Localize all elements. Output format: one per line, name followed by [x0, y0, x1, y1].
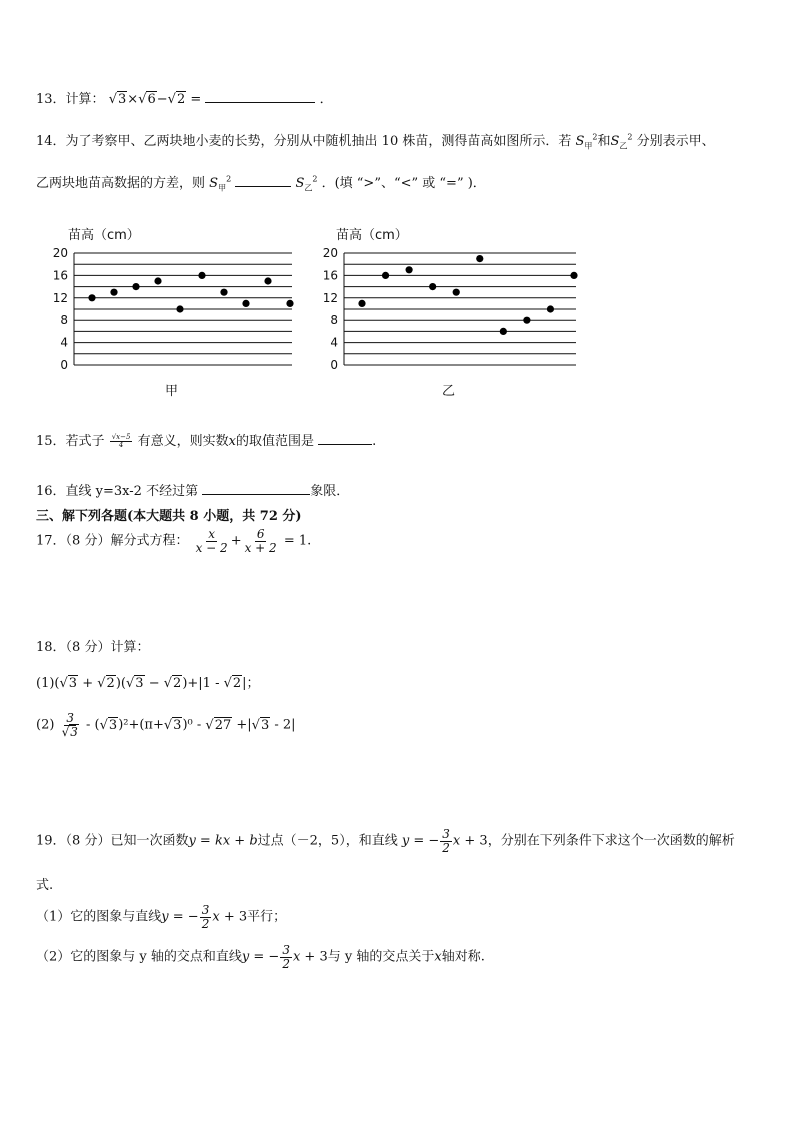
question-19-line2: 式. [36, 878, 54, 893]
question-18-part1: (1)(√3 + √2)(√3 − √2)+|1 - √2|； [36, 676, 260, 691]
data-point [154, 277, 161, 284]
y-axis-title: 苗高（cm） [68, 228, 140, 243]
y-tick-label: 12 [52, 290, 68, 305]
data-point [382, 272, 389, 279]
y-tick-label: 8 [330, 313, 338, 328]
answer-blank[interactable] [318, 430, 372, 445]
y-tick-label: 0 [330, 358, 338, 372]
y-tick-label: 20 [322, 246, 338, 260]
y-tick-label: 20 [52, 246, 68, 260]
question-14: 14．为了考察甲、乙两块地小麦的长势，分别从中随机抽出 10 株苗，测得苗高如图所示．若 $S_甲^2$和$S_乙^2$ 分别表示甲、 [36, 132, 715, 151]
question-13: 13．计算： √3×√6−√2 = ． [36, 88, 333, 107]
data-point [358, 300, 365, 307]
seedling-height-charts [0, 215, 794, 405]
y-tick-label: 16 [52, 268, 68, 283]
data-point [523, 317, 530, 324]
question-number: 16． [36, 484, 66, 499]
data-point [453, 289, 460, 296]
y-axis-title: 苗高（cm） [336, 228, 408, 243]
question-number: 17． [36, 533, 66, 549]
question-18: 18．（8 分）计算： [36, 640, 150, 655]
data-point [220, 289, 227, 296]
y-tick-label: 12 [322, 290, 338, 305]
question-19-condition2: （2）它的图象与 y 轴的交点和直线y = − $\frac{3}{2}$ x + 3与 y 轴的交点关于x轴对称. [36, 943, 485, 971]
question-19-condition1: （1）它的图象与直线y = − $\frac{3}{2}$ x + 3平行； [36, 903, 287, 931]
y-tick-label: 4 [60, 335, 68, 350]
data-point [264, 277, 271, 284]
answer-blank[interactable] [202, 480, 310, 495]
data-point [286, 300, 293, 307]
answer-blank[interactable] [235, 172, 291, 187]
question-number: 14． [36, 134, 66, 149]
y-tick-label: 4 [330, 335, 338, 350]
question-number: 18． [36, 640, 66, 655]
question-number: 19． [36, 833, 66, 849]
data-point [132, 283, 139, 290]
data-point [406, 266, 413, 273]
question-18-part2: (2) $\frac{3}{√3}$ - (√3)²+(π+√3)⁰ - √27 +|√3 - 2| [36, 711, 296, 739]
y-tick-label: 0 [60, 358, 68, 372]
question-text: 计算： [65, 92, 105, 107]
data-point [198, 272, 205, 279]
question-14-line2: 乙两块地苗高数据的方差，则 $S_甲^2$ $S_乙^2$ ．(填 “>”、“<” 或 “=” )． [36, 172, 486, 194]
data-point [110, 289, 117, 296]
data-point [570, 272, 577, 279]
x-axis-label: 乙 [442, 384, 456, 399]
radical-fraction: $\frac{√x-5}{4}$ [111, 432, 131, 449]
question-16: 16．直线 y=3x-2 不经过第 象限． [36, 480, 349, 499]
question-number: 13． [36, 92, 66, 107]
data-point [547, 305, 554, 312]
question-19: 19．（8 分）已知一次函数y = kx + b过点（－2，5），和直线 y = − $\frac{3}{2}$ x + 3，分别在下列条件下求这个一次函数的解析 [36, 827, 735, 855]
question-number: 15． [36, 434, 66, 449]
question-17: 17．（8 分）解分式方程： $\frac{x}{x - 2}$ + $\frac{6}{x + 2}$ = 1. [36, 527, 312, 555]
y-tick-label: 8 [60, 313, 68, 328]
data-point [88, 294, 95, 301]
x-axis-label: 甲 [165, 384, 179, 399]
section-title: 三、解下列各题(本大题共 8 小题，共 72 分) [36, 509, 302, 524]
question-15: 15．若式子 $\frac{√x-5}{4}$ 有意义，则实数x的取值范围是 . [36, 430, 376, 449]
data-point [500, 328, 507, 335]
answer-blank[interactable] [205, 88, 315, 103]
data-point [476, 255, 483, 262]
data-point [176, 305, 183, 312]
y-tick-label: 16 [322, 268, 338, 283]
data-point [429, 283, 436, 290]
data-point [242, 300, 249, 307]
sqrt-expression: √3×√6−√2 = [108, 92, 206, 107]
